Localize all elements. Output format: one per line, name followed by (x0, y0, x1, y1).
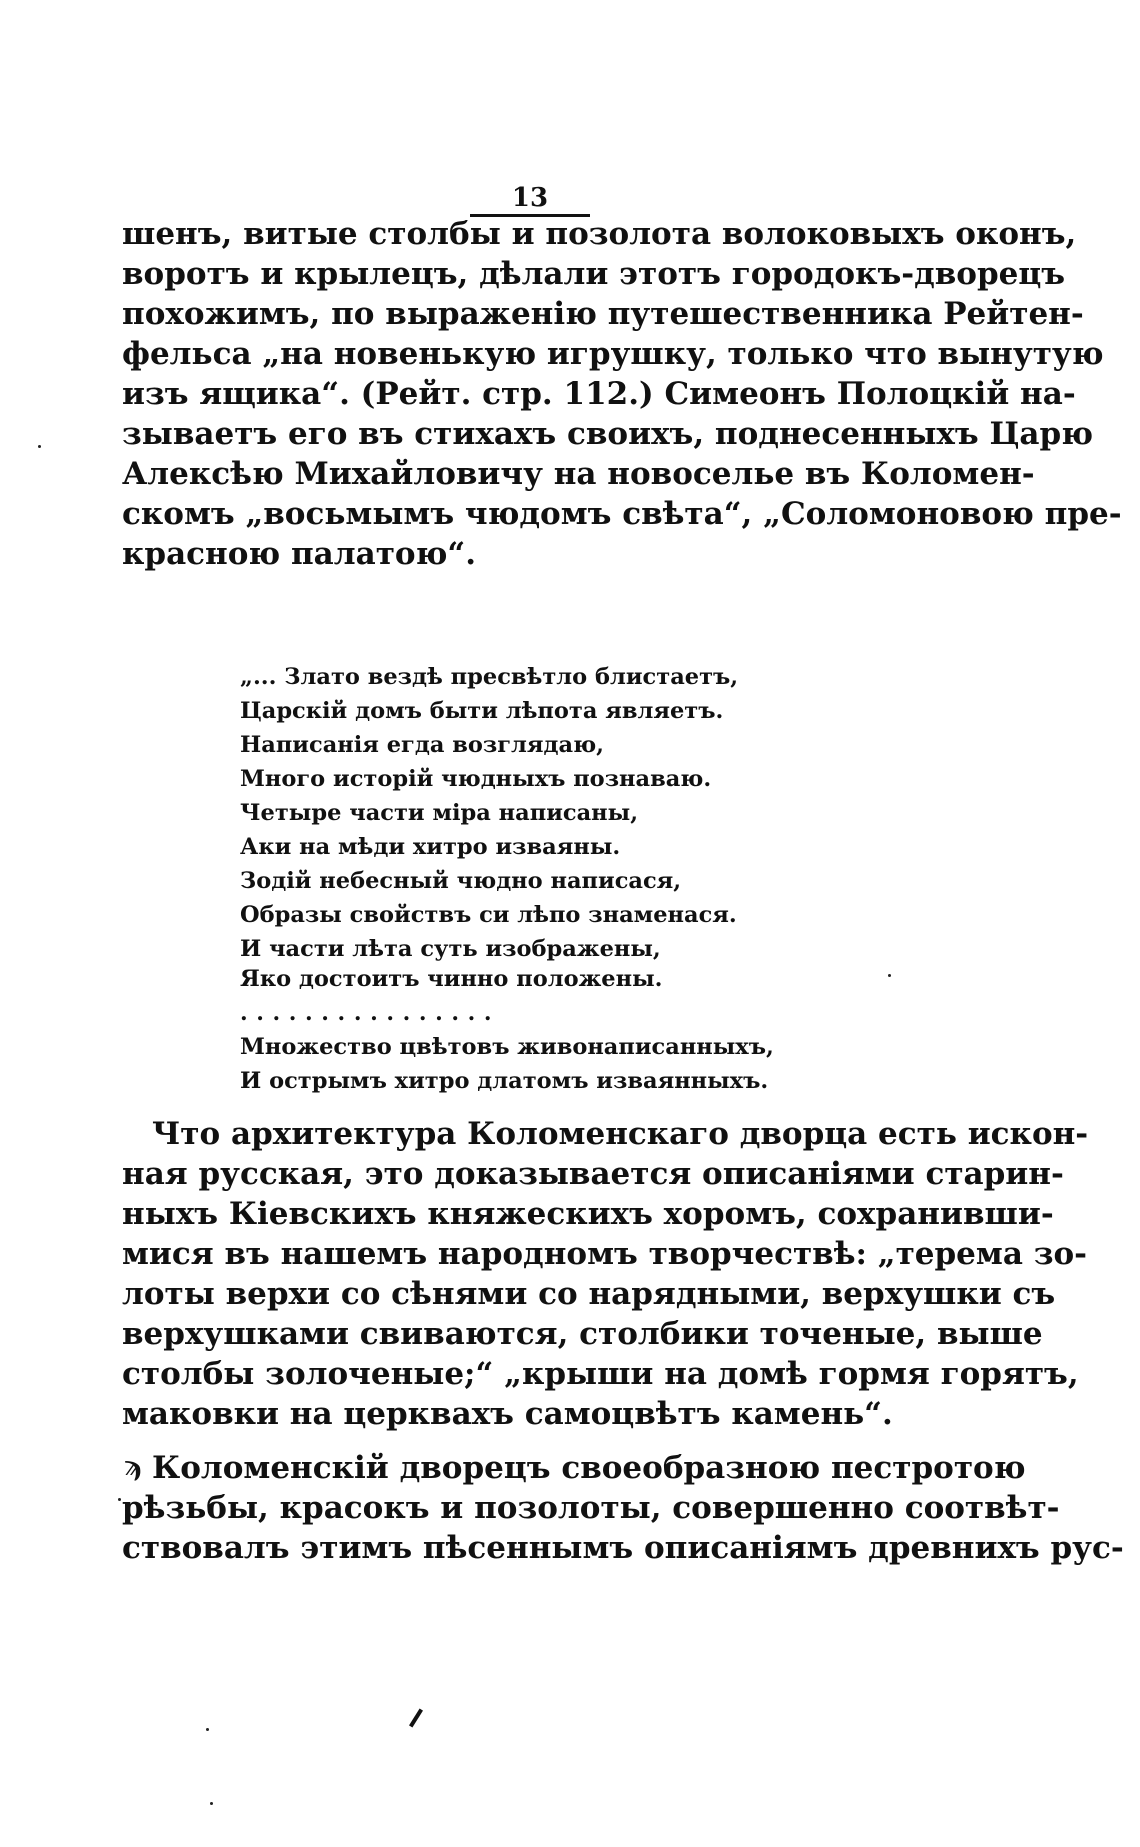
verse-line: Много исторій чюдныхъ познаваю. (240, 766, 712, 792)
verse-line: Царскій домъ быти лѣпота являетъ. (240, 698, 724, 724)
scan-speck (210, 1802, 213, 1805)
text-line: ныхъ Кіевскихъ княжескихъ хоромъ, сохранивши- (122, 1196, 1054, 1232)
verse-line: Зодій небесный чюдно написася, (240, 868, 682, 894)
scan-speck (206, 1728, 209, 1731)
text-line: Что архитектура Коломенскаго дворца есть искон- (152, 1116, 1089, 1152)
verse-line: И части лѣта суть изображены, (240, 936, 661, 962)
text-line: похожимъ, по выраженію путешественника Рейтен- (122, 296, 1084, 332)
text-line: зываетъ его въ стихахъ своихъ, поднесенныхъ Царю (122, 416, 1093, 452)
verse-line: Аки на мѣди хитро изваяны. (240, 834, 621, 860)
verse-line: Яко достоитъ чинно положены. (240, 966, 663, 992)
text-line: фельса „на новенькую игрушку, только что вынутую (122, 336, 1104, 372)
text-line: красною палатою“. (122, 536, 476, 572)
text-line: шенъ, витые столбы и позолота волоковыхъ оконъ, (122, 216, 1077, 252)
verse-line: Написанія егда возглядаю, (240, 732, 605, 758)
text-line: мися въ нашемъ народномъ творчествѣ: „терема зо- (122, 1236, 1088, 1272)
text-line: Коломенскій дворецъ своеобразною пестротою (152, 1450, 1026, 1486)
verse-line: „... Злато вездѣ пресвѣтло блистаетъ, (240, 664, 739, 690)
scan-stroke-mark (409, 1708, 423, 1727)
verse-line: Образы свойствъ си лѣпо знаменася. (240, 902, 737, 928)
scan-speck (888, 974, 891, 977)
text-line: ствовалъ этимъ пѣсеннымъ описаніямъ древнихъ рус- (122, 1530, 1124, 1566)
text-line: Алексѣю Михайловичу на новоселье въ Коломен- (122, 456, 1035, 492)
text-line: изъ ящика“. (Рейт. стр. 112.) Симеонъ Полоцкій на- (122, 376, 1076, 412)
text-line: лоты верхи со сѣнями со нарядными, верхушки съ (122, 1276, 1056, 1312)
text-line: маковки на церквахъ самоцвѣтъ камень“. (122, 1396, 893, 1432)
text-line: ная русская, это доказывается описаніями старин- (122, 1156, 1064, 1192)
text-line: столбы золоченые;“ „крыши на домѣ гормя горятъ, (122, 1356, 1079, 1392)
text-line: воротъ и крылецъ, дѣлали этотъ городокъ-дворецъ (122, 256, 1066, 292)
page-number: 13 (511, 183, 549, 213)
verse-line: И острымъ хитро длатомъ изваянныхъ. (240, 1068, 769, 1094)
scan-speck (38, 445, 41, 448)
verse-line: Множество цвѣтовъ живонаписанныхъ, (240, 1034, 774, 1060)
text-line: рѣзьбы, красокъ и позолоты, совершенно соотвѣт- (122, 1490, 1060, 1526)
verse-line: Четыре части міра написаны, (240, 800, 639, 826)
text-line: скомъ „восьмымъ чюдомъ свѣта“, „Соломоновою пре- (122, 496, 1122, 532)
scan-speck (118, 1498, 121, 1501)
text-line: верхушками свиваются, столбики точеные, выше (122, 1316, 1043, 1352)
verse-ellipsis-row: ................ (240, 1000, 501, 1026)
paragraph-ornament-mark: ϡ (124, 1452, 142, 1482)
